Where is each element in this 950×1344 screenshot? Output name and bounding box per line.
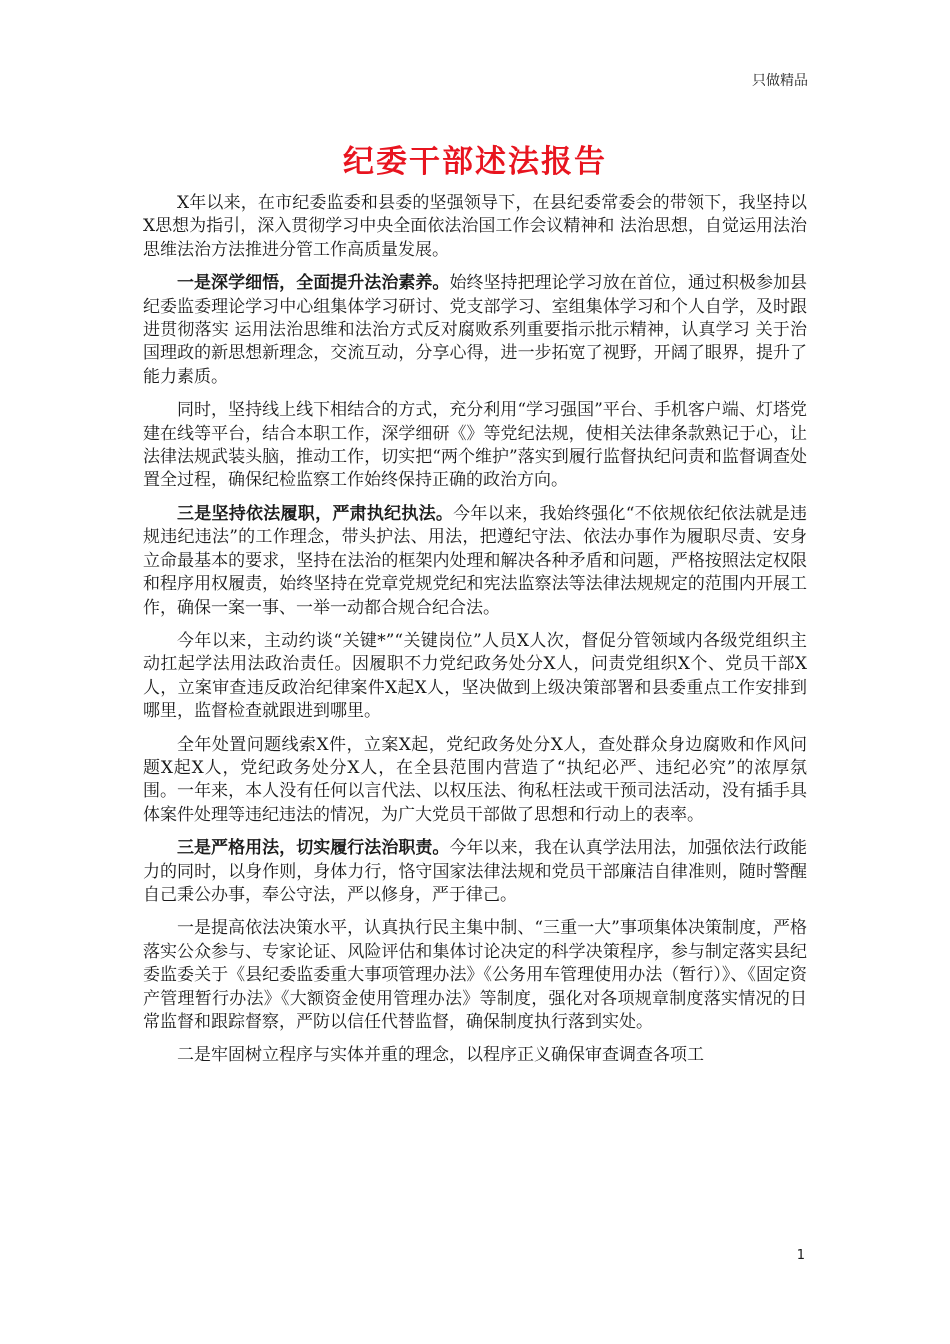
paragraph-lead: 三是严格用法，切实履行法治职责。: [177, 838, 450, 859]
page-number: 1: [796, 1248, 805, 1263]
header-tag: 只做精品: [752, 73, 808, 89]
paragraph-lead: 三是坚持依法履职，严肃执纪执法。: [177, 503, 454, 524]
paragraph-lead: 一是深学细悟，全面提升法治素养。: [177, 273, 450, 294]
paragraph: [143, 734, 807, 828]
paragraph: [143, 837, 807, 907]
document-body: [143, 192, 807, 1078]
paragraph-text: 二是牢固树立程序与实体并重的理念，以程序正义确保审查调查各项工: [177, 1045, 704, 1066]
paragraph-text: 今年以来，主动约谈“关键*”“关键岗位”人员X人次，督促分管领域内各级党组织主动扛起学法用法政治责任。因履职不力党纪政务处分X人，问责党组织X个、党员干部X人，立案审查违反政治纪律案件X起X人，坚决做到上级决策部署和县委重点工作安排到哪里，监督检查就跟进到哪里。: [143, 630, 807, 722]
paragraph-text: 今年以来，我在认真学法用法，加强依法行政能力的同时，以身作则，身体力行，恪守国家法律法规和党员干部廉洁自律准则，随时警醒自己秉公办事，奉公守法，严以修身，严于律己。: [143, 838, 808, 905]
paragraph: [143, 272, 807, 389]
paragraph-text: X年以来，在市纪委监委和县委的坚强领导下，在县纪委常委会的带领下，我坚持以X思想为指引，深入贯彻学习中央全面依法治国工作会议精神和 法治思想，自觉运用法治思维法治方法推进分管工作高质量发展。: [143, 193, 807, 260]
paragraph: [143, 399, 807, 493]
paragraph-text: 同时，坚持线上线下相结合的方式，充分利用“学习强国”平台、手机客户端、灯塔党建在线等平台，结合本职工作，深学细研《》等党纪法规，使相关法律条款熟记于心，让法律法规武装头脑，推动工作，切实把“两个维护”落实到履行监督执纪问责和监督调查处置全过程，确保纪检监察工作始终保持正确的政治方向。: [143, 400, 807, 491]
paragraph-text: 全年处置问题线索X件，立案X起，党纪政务处分X人，查处群众身边腐败和作风问题X起X人，党纪政务处分X人，在全县范围内营造了“执纪必严、违纪必究”的浓厚氛围。一年来，本人没有任何以言代法、以权压法、徇私枉法或干预司法活动，没有插手具体案件处理等违纪违法的情况，为广大党员干部做了思想和行动上的表率。: [143, 734, 807, 825]
paragraph-text: 今年以来，我始终强化“不依规依纪依法就是违规违纪违法”的工作理念，带头护法、用法，把遵纪守法、依法办事作为履职尽责、安身立命最基本的要求，坚持在法治的框架内处理和解决各种矛盾和问题，严格按照法定权限和程序用权履责，始终坚持在党章党规党纪和宪法监察法等法律法规规定的范围内开展工作，确保一案一事、一举一动都合规合纪合法。: [143, 503, 807, 618]
paragraph: [143, 630, 807, 724]
paragraph-text: 始终坚持把理论学习放在首位，通过积极参加县纪委监委理论学习中心组集体学习研讨、党支部学习、室组集体学习和个人自学，及时跟进贯彻落实 运用法治思维和法治方式反对腐败系列重要指示批示精神，认真学习 关于治国理政的新思想新理念，交流互动，分享心得，进一步拓宽了视野，开阔了眼界，提升了能力素质。: [143, 273, 808, 387]
paragraph-text: 一是提高依法决策水平，认真执行民主集中制、“三重一大”事项集体决策制度，严格落实公众参与、专家论证、风险评估和集体讨论决定的科学决策程序，参与制定落实县纪委监委关于《县纪委监委重大事项管理办法》《公务用车管理使用办法（暂行）》、《固定资产管理暂行办法》《大额资金使用管理办法》等制度，强化对各项规章制度落实情况的日常监督和跟踪督察，严防以信任代替监督，确保制度执行落到实处。: [143, 918, 807, 1032]
paragraph: [143, 917, 807, 1034]
paragraph: [143, 1044, 807, 1067]
document-title: 纪委干部述法报告: [343, 144, 607, 180]
paragraph: [143, 503, 807, 620]
paragraph: [143, 192, 807, 262]
